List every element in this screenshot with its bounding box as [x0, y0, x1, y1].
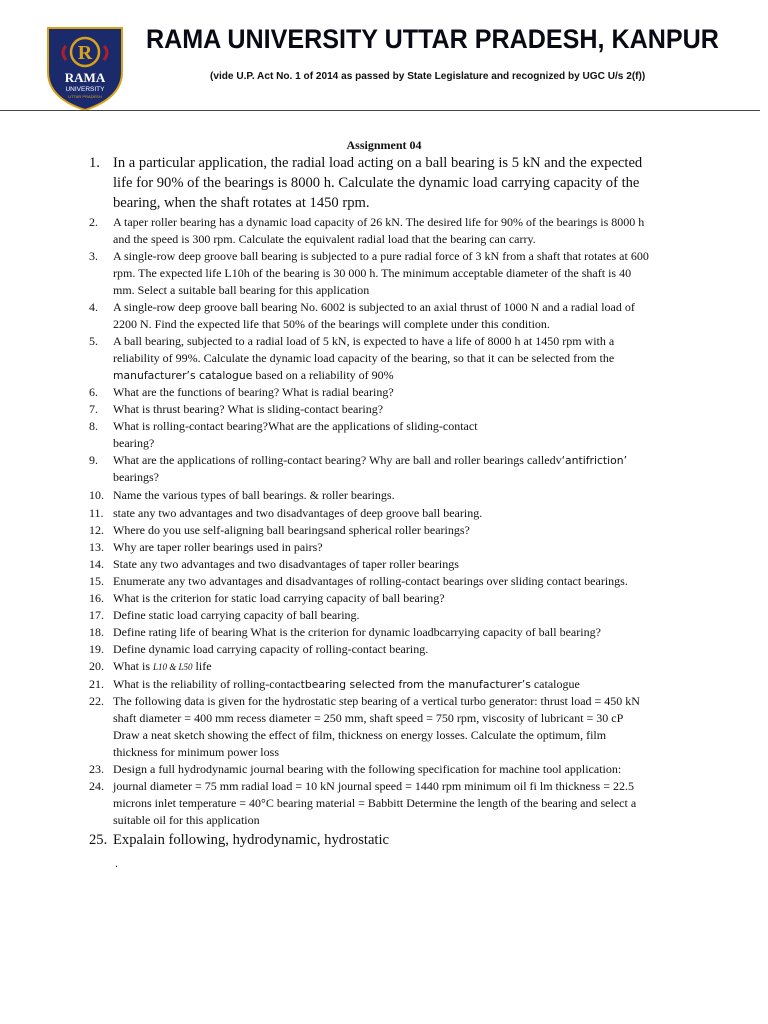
question-23: 23. Design a full hydrodynamic journal bearing with the following specification for machine tool application:: [89, 762, 622, 776]
question-25: 25. Expalain following, hydrodynamic, hydrostatic: [89, 832, 390, 848]
assignment-title: Assignment 04: [346, 138, 422, 152]
question-17: 17. Define static load carrying capacity of ball bearing.: [89, 608, 360, 622]
logo-text: RAMA: [64, 70, 106, 85]
question-15: 15. Enumerate any two advantages and disadvantages of rolling-contact bearings over sliding contact bearings.: [89, 574, 628, 588]
question-21: 21. What is the reliability of rolling-contactbearing selected from the manufacturer’s catalogue: [89, 677, 580, 691]
question-19: 19. Define dynamic load carrying capacity of rolling-contact bearing.: [89, 642, 429, 656]
question-3: 3. A single-row deep groove ball bearing is subjected to a pure radial force of 3 kN from a shaft that rotates at 600 rpm. The expected life L10h of the bearing is 30 000 h. The minimum acceptable diameter of the shaft is 40 mm. Select a suitable ball bearing for this application: [89, 249, 649, 297]
question-9: 9. What are the applications of rolling-contact bearing? Why are ball and roller bearings calledv‘antifriction’ bearings?: [89, 453, 628, 484]
question-22: 22. The following data is given for the hydrostatic step bearing of a vertical turbo generator: thrust load = 450 kN shaft diameter = 400 mm recess diameter = 250 mm, shaft speed = 750 rpm, viscosity of lubricant = 30 cP Draw a neat sketch showing the effect of film, thickness on energy losses. Calculate the optimum, film thickness for minimum power loss: [89, 694, 640, 759]
question-20: 20. What is L10 & L50 life: [89, 659, 212, 673]
question-10: 10. Name the various types of ball bearings. & roller bearings.: [89, 488, 395, 502]
question-1: 1. In a particular application, the radial load acting on a ball bearing is 5 kN and the expected life for 90% of the bearings is 8000 h. Calculate the dynamic load carrying capacity of the bearing, when the shaft rotates at 1450 rpm.: [89, 155, 643, 211]
university-name: RAMA UNIVERSITY UTTAR PRADESH, KANPUR: [146, 24, 719, 54]
question-4: 4. A single-row deep groove ball bearing No. 6002 is subjected to an axial thrust of 1000 N and a radial load of 2200 N. Find the expected life that 50% of the bearings will complete under this condition.: [89, 300, 635, 331]
university-logo: [40, 22, 130, 112]
question-14: 14. State any two advantages and two disadvantages of taper roller bearings: [89, 557, 459, 571]
header-divider: [0, 110, 760, 111]
question-16: 16. What is the criterion for static load carrying capacity of ball bearing?: [89, 591, 445, 605]
question-12: 12. Where do you use self-aligning ball bearingsand spherical roller bearings?: [89, 523, 470, 537]
university-subtitle: (vide U.P. Act No. 1 of 2014 as passed by State Legislature and recognized by UGC U/s 2(f)): [210, 70, 646, 82]
stray-mark: .: [115, 856, 118, 870]
question-11: 11. state any two advantages and two disadvantages of deep groove ball bearing.: [89, 506, 483, 520]
question-6: 6. What are the functions of bearing? What is radial bearing?: [89, 385, 394, 399]
question-24: 24. journal diameter = 75 mm radial load = 10 kN journal speed = 1440 rpm minimum oil fi lm thickness = 22.5 microns inlet temperature = 40°C bearing material = Babbitt Determine the length of the bearing and select a suitable oil for this application: [89, 779, 637, 827]
question-18: 18. Define rating life of bearing What is the criterion for dynamic loadbcarrying capacity of ball bearing?: [89, 625, 601, 639]
logo-subtext: UNIVERSITY: [65, 86, 105, 93]
question-list: [82, 153, 682, 850]
question-13: 13. Why are taper roller bearings used in pairs?: [89, 540, 323, 554]
question-5: 5. A ball bearing, subjected to a radial load of 5 kN, is expected to have a life of 8000 h at 1450 rpm with a reliability of 99%. Calculate the dynamic load capacity of the bearing, so that it can be selected from the manufacturer’s catalogue based on a reliability of 90%: [89, 334, 615, 382]
question-8: 8. What is rolling-contact bearing?What are the applications of sliding-contact bearing?: [89, 419, 478, 450]
svg-text:R: R: [77, 42, 93, 64]
question-7: 7. What is thrust bearing? What is sliding-contact bearing?: [89, 402, 384, 416]
question-2: 2. A taper roller bearing has a dynamic load capacity of 26 kN. The desired life for 90% of the bearings is 8000 h and the speed is 300 rpm. Calculate the equivalent radial load that the bearing can carry.: [89, 215, 645, 246]
logo-small: UTTAR PRADESH: [68, 94, 102, 99]
